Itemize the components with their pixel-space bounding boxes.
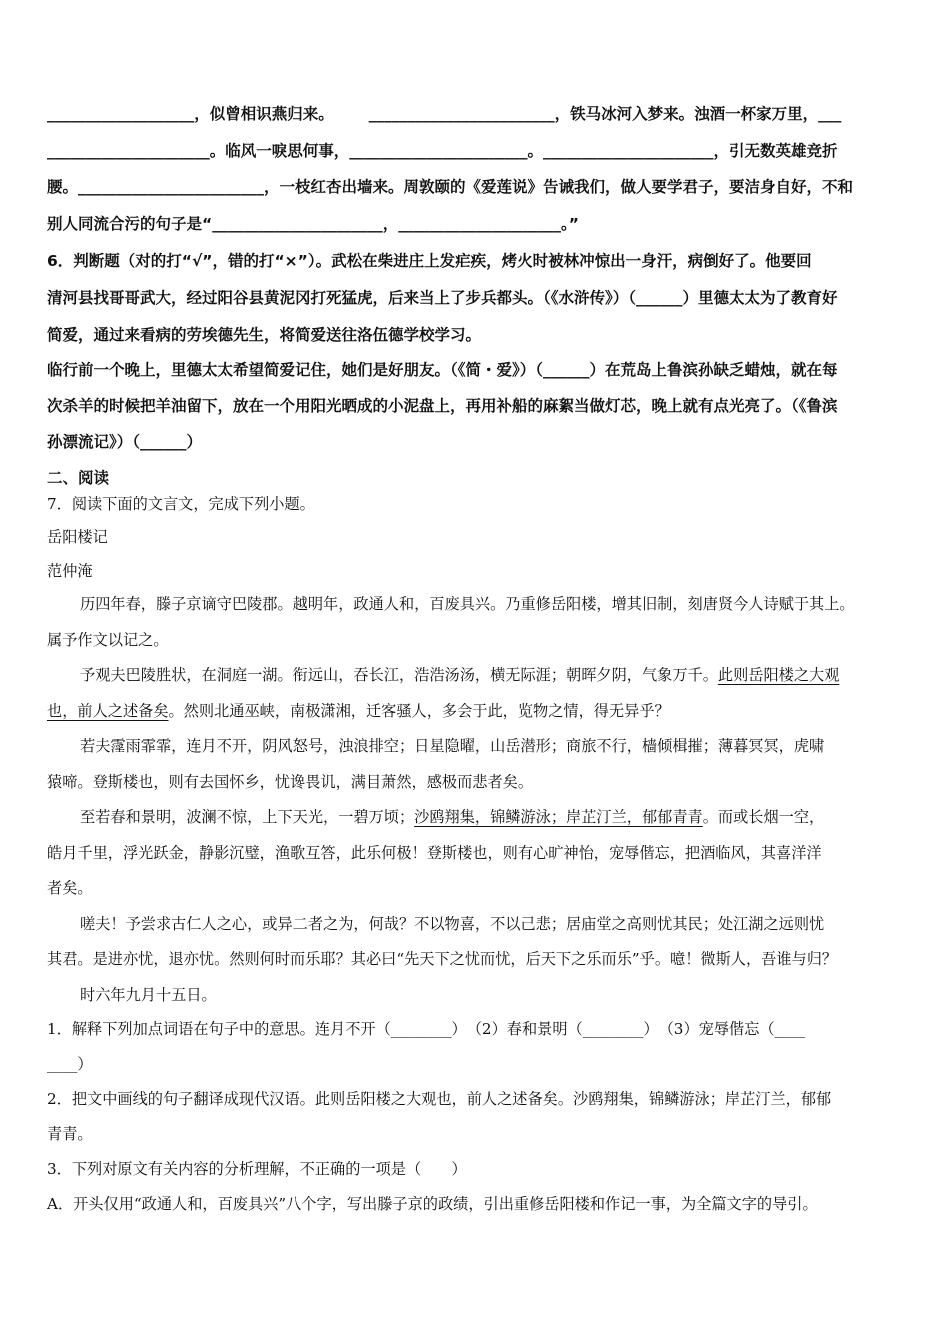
- fill-in-line-4: 别人同流合污的句子是“______________________，_____________________。”: [47, 215, 579, 233]
- essay-p4-line-1: [80, 806, 907, 827]
- fill-in-line-1: [47, 102, 907, 124]
- q6-line-6: 孙漂流记》）（______）: [47, 433, 203, 451]
- fill-in-blank-3: _____________________。临风一唳思何事，: [47, 142, 350, 160]
- fill-in-line-2: [47, 139, 907, 161]
- question-1-line-2: ____）: [47, 1055, 93, 1073]
- essay-p5-line-1: 嗟夫！予尝求古仁人之心，或异二者之为，何哉？不以物喜，不以己悲；居庙堂之高则忧其民；处江湖之远则忧: [80, 915, 825, 933]
- essay-title: 岳阳楼记: [47, 528, 108, 546]
- q6-line-4: 临行前一个晚上，里德太太希望简爱记住，她们是好朋友。（《简・爱》）（______）在荒岛上鲁滨孙缺乏蜡烛，就在每: [47, 361, 838, 379]
- section-heading-reading: 二、阅读: [47, 469, 110, 487]
- q6-line-2: 清河县找哥哥武大，经过阳谷县黄泥冈打死猛虎，后来当上了步兵都头。（《水浒传》）（______）里德太太为了教育好: [47, 289, 838, 307]
- essay-p5-line-2: 其君。是进亦忧，退亦忧。然则何时而乐耶？其必曰“先天下之忧而忧，后天下之乐而乐”乎。噫！微斯人，吾谁与归？: [47, 950, 838, 968]
- underlined-sentence-2: 沙鸥翔集，锦鳞游泳；岸芷汀兰，郁郁青青: [414, 808, 703, 826]
- essay-p2-line-2: [47, 700, 907, 721]
- question-2-line-2: 青青。: [47, 1125, 93, 1143]
- essay-p3-line-2: 猿啼。登斯楼也，则有去国怀乡，忧谗畏讥，满目萧然，感极而悲者矣。: [47, 773, 533, 791]
- fill-in-line-3: 腰。________________________，一枝红杏出墙来。周敦颐的《爱莲说》告诫我们，做人要学君子，要洁身自好，不和: [47, 178, 854, 196]
- q6-line-5: 次杀羊的时候把羊油留下，放在一个用阳光晒成的小泥盘上，再用补船的麻絮当做灯芯，晚上就有点光亮了。（《鲁滨: [47, 397, 838, 415]
- question-1-line-1: 1．解释下列加点词语在句子中的意思。连月不开（________） （2）春和景明（________） （3）宠辱偕忘（____: [47, 1020, 805, 1038]
- essay-author: 范仲淹: [47, 562, 93, 580]
- essay-text: 至若春和景明，波澜不惊，上下天光，一碧万顷；: [80, 808, 415, 826]
- essay-p4-line-2: 皓月千里，浮光跃金，静影沉璧，渔歌互答，此乐何极！登斯楼也，则有心旷神怡，宠辱偕忘，把酒临风，其喜洋洋: [47, 844, 822, 862]
- essay-p1-line-2: 属予作文以记之。: [47, 631, 169, 649]
- q7-intro: 7．阅读下面的文言文，完成下列小题。: [47, 495, 315, 513]
- question-3: 3．下列对原文有关内容的分析理解，不正确的一项是（ ）: [47, 1160, 467, 1178]
- q6-line-1: 6．判断题（对的打“√”，错的打“×”）。武松在柴进庄上发疟疾，烤火时被林冲惊出一身汗，病倒好了。他要回: [47, 252, 812, 270]
- essay-text: 。然则北通巫峡，南极潇湘，迁客骚人，多会于此，览物之情，得无异乎？: [168, 702, 670, 720]
- fill-in-blank-2: ________________________，铁马冰河入梦来。浊酒一杯家万里，___: [368, 105, 842, 123]
- question-2-line-1: 2．把文中画线的句子翻译成现代汉语。此则岳阳楼之大观也，前人之述备矣。沙鸥翔集，锦鳞游泳；岸芷汀兰，郁郁: [47, 1090, 832, 1108]
- q6-line-3: 简爱，通过来看病的劳埃德先生，将简爱送往洛伍德学校学习。: [47, 326, 482, 344]
- essay-text: 。而或长烟一空，: [702, 808, 825, 826]
- essay-p1-line-1: 历四年春，滕子京谪守巴陵郡。越明年，政通人和，百废具兴。乃重修岳阳楼，增其旧制，刻唐贤今人诗赋于其上。: [80, 595, 855, 613]
- essay-date: 时六年九月十五日。: [80, 986, 217, 1004]
- essay-p4-line-3: 者矣。: [47, 879, 93, 897]
- fill-in-blank-1: ___________________，似曾相识燕归来。: [47, 105, 334, 123]
- question-3-option-a: A．开头仅用“政通人和，百废具兴”八个字，写出滕子京的政绩，引出重修岳阳楼和作记一事，为全篇文字的导引。: [47, 1195, 818, 1213]
- underlined-sentence-1a: 此则岳阳楼之大观: [717, 666, 840, 684]
- essay-p2-line-1: [80, 664, 907, 685]
- essay-text: 予观夫巴陵胜状，在洞庭一湖。衔远山，吞长江，浩浩汤汤，横无际涯；朝晖夕阴，气象万千。: [80, 666, 718, 684]
- fill-in-blank-4: _______________________。______________________，引无数英雄竞折: [349, 142, 838, 160]
- underlined-sentence-1b: 也，前人之述备矣: [47, 702, 169, 720]
- essay-p3-line-1: 若夫霪雨霏霏，连月不开，阴风怒号，浊浪排空；日星隐曜，山岳潜形；商旅不行，樯倾楫摧；薄暮冥冥，虎啸: [80, 737, 825, 755]
